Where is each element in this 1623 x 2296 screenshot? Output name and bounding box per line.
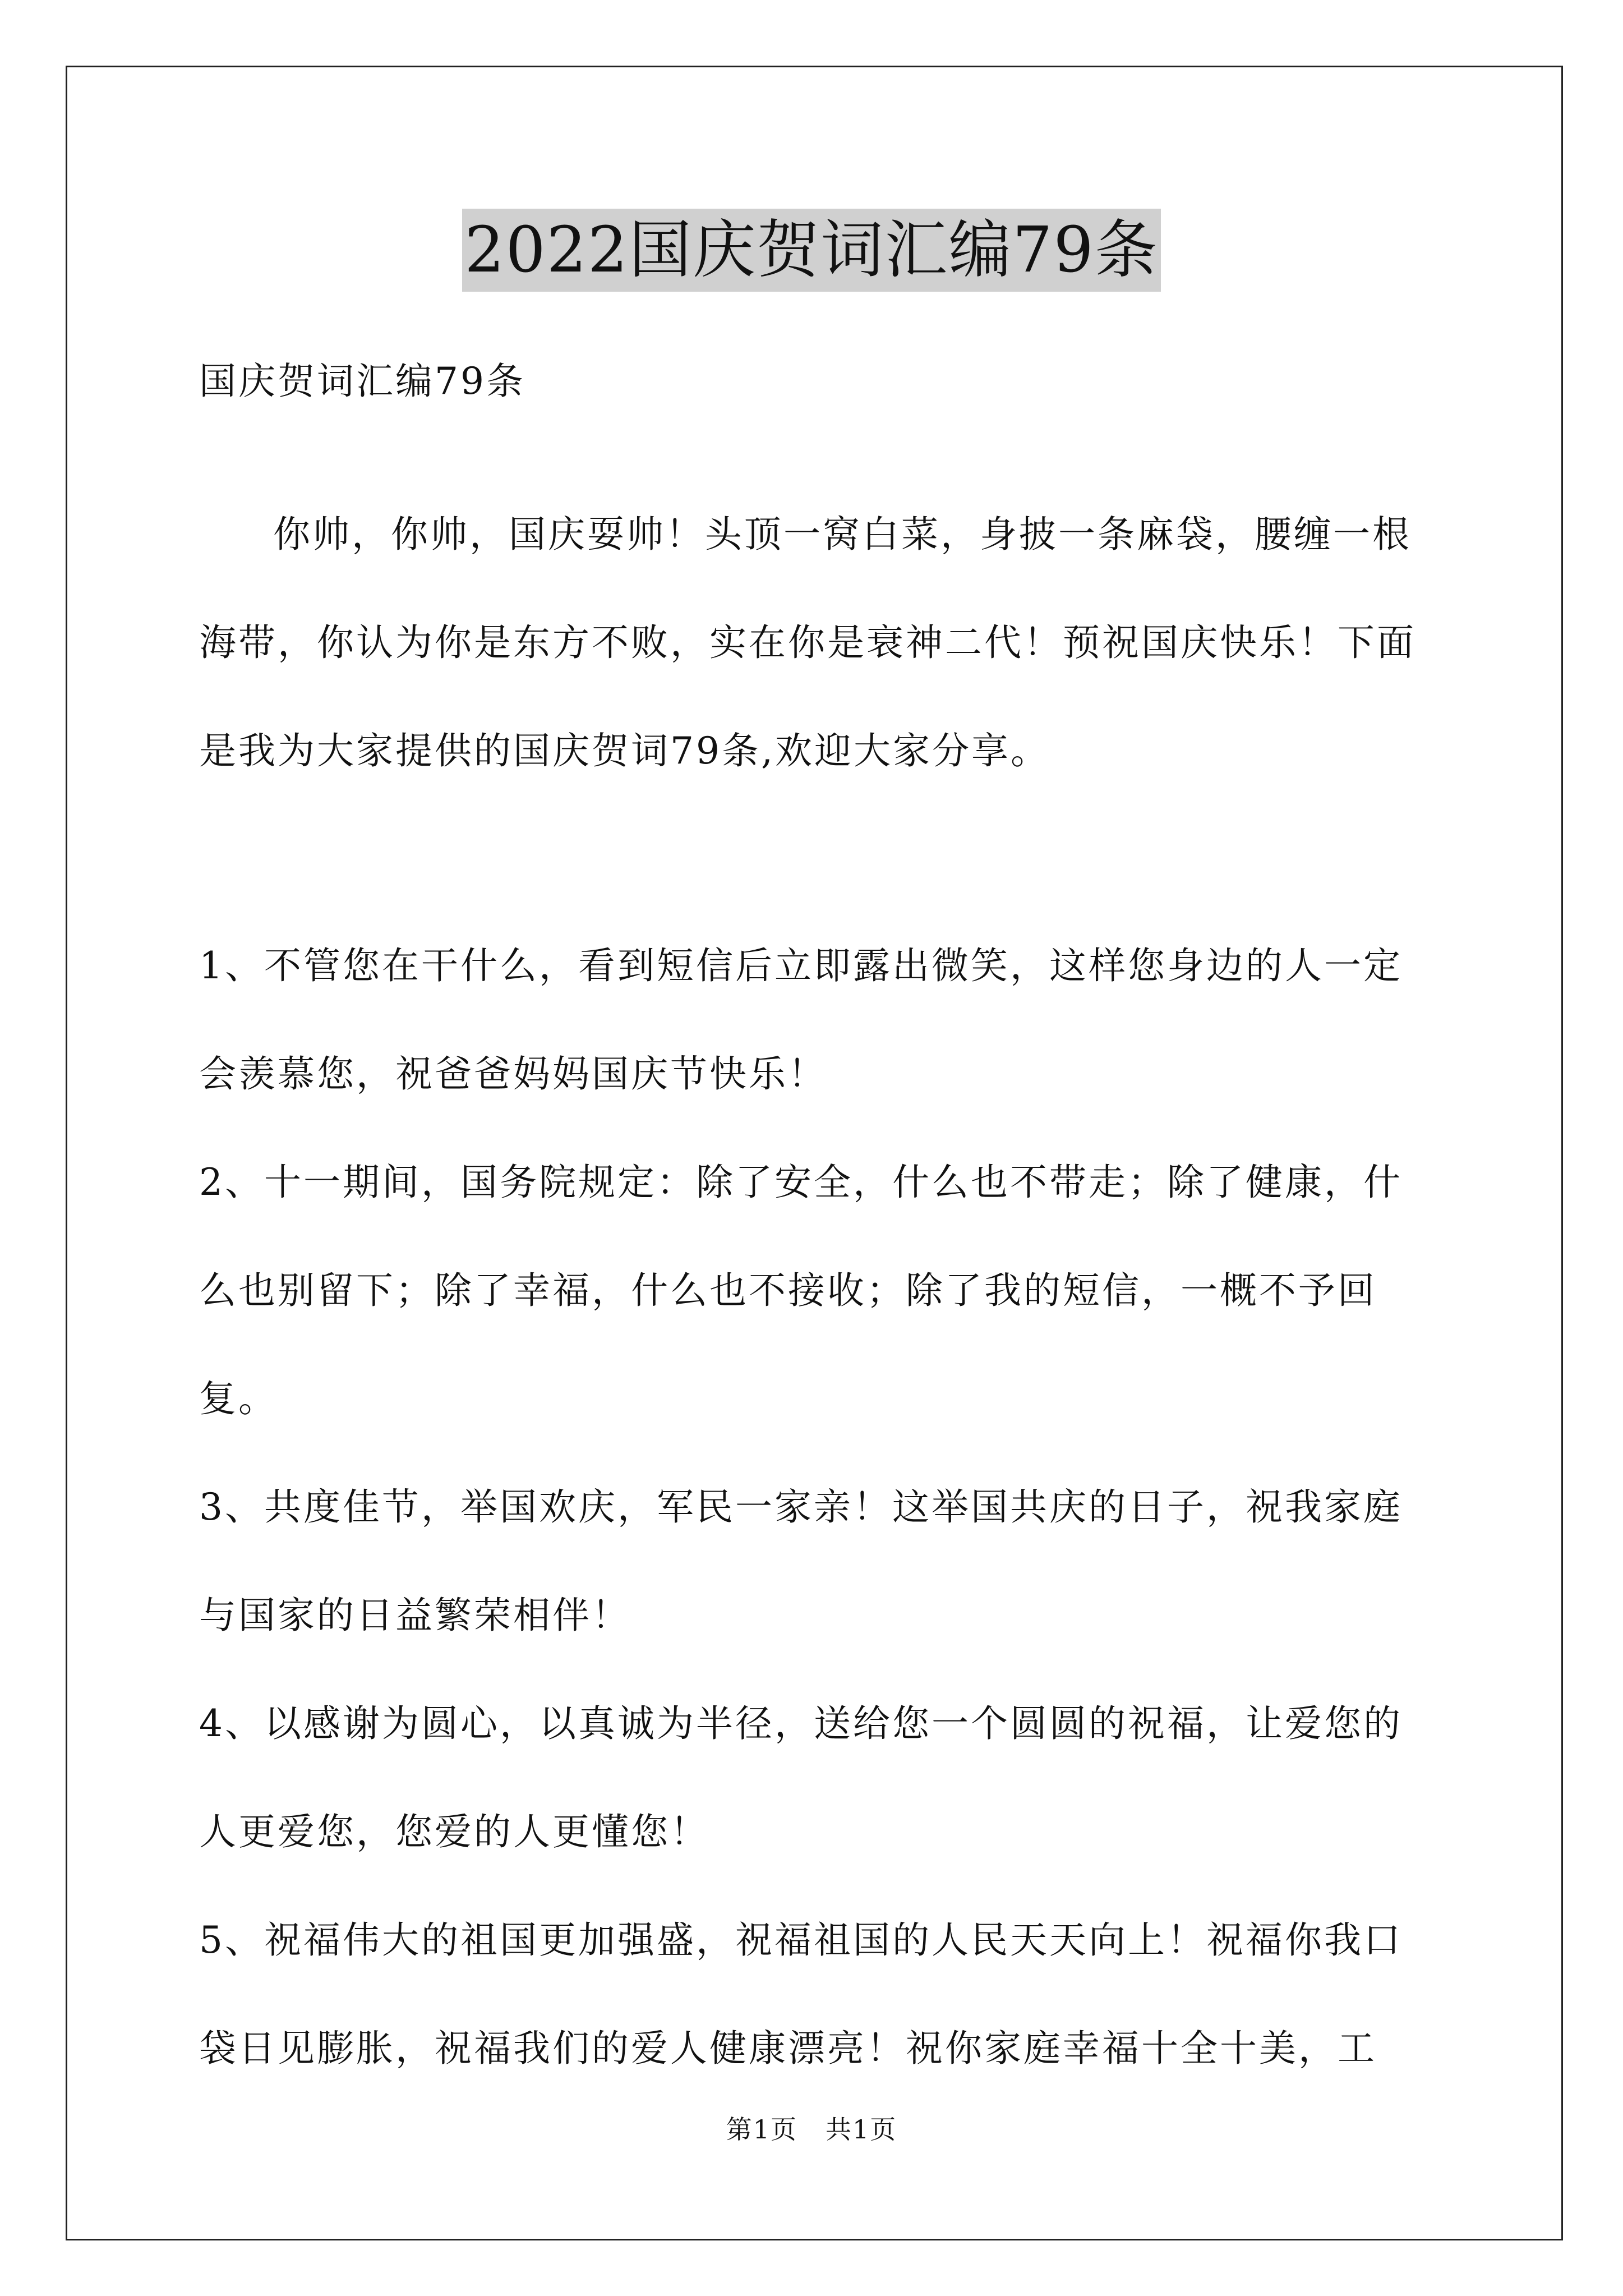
list-item-5: 5、祝福伟大的祖国更加强盛，祝福祖国的人民天天向上！祝福你我口袋日见膨胀，祝福我们的爱人健康漂亮！祝你家庭幸福十全十美，工 — [199, 1918, 1403, 2070]
list-item-1: 1、不管您在干什么，看到短信后立即露出微笑，这样您身边的人一定会羡慕您，祝爸爸妈妈国庆节快乐！ — [199, 944, 1403, 1096]
page-footer — [0, 2109, 1623, 2146]
list-item-4: 4、以感谢为圆心，以真诚为半径，送给您一个圆圆的祝福，让爱您的人更爱您，您爱的人更懂您！ — [199, 1702, 1403, 1853]
document-body — [199, 348, 1433, 2102]
list-item-2: 2、十一期间，国务院规定：除了安全，什么也不带走；除了健康，什么也别留下；除了幸福，什么也不接收；除了我的短信，一概不予回复。 — [199, 1161, 1403, 1420]
document-subtitle: 国庆贺词汇编79条 — [199, 360, 525, 403]
page-number: 第1页 — [726, 2114, 798, 2145]
list-item-3: 3、共度佳节，举国欢庆，军民一家亲！这举国共庆的日子，祝我家庭与国家的日益繁荣相伴！ — [199, 1485, 1403, 1637]
intro-paragraph: 你帅，你帅，国庆耍帅！头顶一窝白菜，身披一条麻袋，腰缠一根海带，你认为你是东方不败，实在你是衰神二代！预祝国庆快乐！下面是我为大家提供的国庆贺词79条,欢迎大家分享。 — [199, 513, 1416, 772]
paragraph-spacer — [199, 805, 1433, 912]
document-title: 2022国庆贺词汇编79条 — [462, 209, 1161, 292]
title-container — [0, 209, 1623, 292]
page-total: 共1页 — [825, 2114, 897, 2145]
